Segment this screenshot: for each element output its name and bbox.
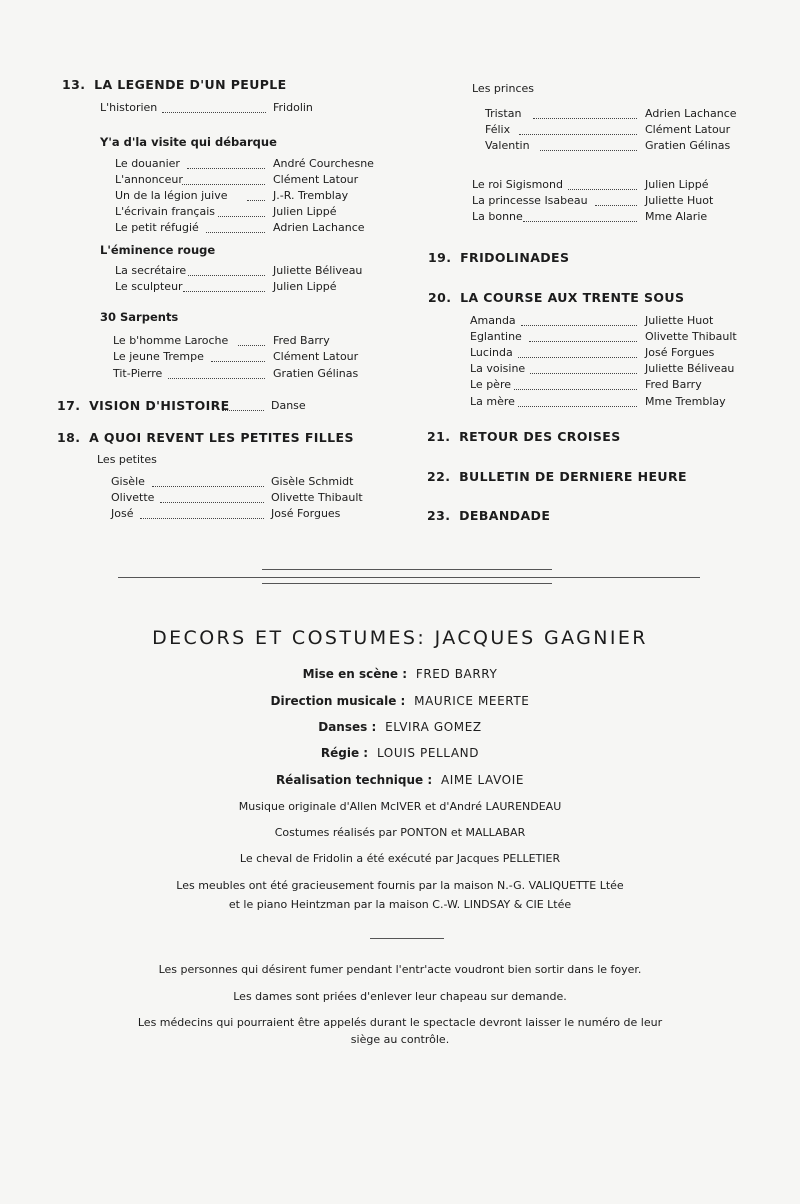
cast-actor: Clément Latour [273,350,359,363]
credit-mise-en-scene [0,667,800,681]
cast-role: Le petit réfugié [115,221,199,234]
cast-actor: Clément Latour [273,173,359,186]
cast-actor: Fred Barry [645,378,702,391]
separator-rule [118,577,700,578]
credit-label: Danses : [318,720,377,734]
cast-role: Un de la légion juive [115,189,228,202]
group-label: Les princes [472,82,535,95]
item-number: 20. [428,290,452,305]
cast-actor: Juliette Huot [645,194,714,207]
sketch-subtitle: 30 Sarpents [100,310,179,324]
item-19 [428,250,569,265]
credit-value: LOUIS PELLAND [376,746,480,760]
cast-actor: Gratien Gélinas [273,367,359,380]
cast-role: Le douanier [115,157,180,170]
credit-piano: et le piano Heintzman par la maison C.-W. LINDSAY & CIE Ltée [228,898,572,911]
credit-direction-musicale [0,694,800,708]
dot-leader [238,345,265,346]
credit-cheval: Le cheval de Fridolin a été exécuté par Jacques PELLETIER [239,852,561,865]
sketch-subtitle: Y'a d'la visite qui débarque [100,135,277,149]
dot-leader [533,118,637,119]
cast-actor: Fridolin [273,101,313,114]
dot-leader [568,189,637,190]
cast-actor: Mme Alarie [645,210,708,223]
dot-leader [211,361,265,362]
credit-realisation [0,773,800,787]
item-number: 13. [62,77,86,92]
item-title: DEBANDADE [459,508,551,523]
credit-musique: Musique originale d'Allen McIVER et d'André LAURENDEAU [238,800,562,813]
item-13 [62,77,287,92]
item-22 [427,469,687,484]
cast-actor: Olivette Thibault [645,330,737,343]
credit-label: Direction musicale : [270,694,406,708]
dot-leader [160,502,264,503]
dot-leader [530,373,637,374]
separator-rule [262,569,552,570]
cast-actor: Adrien Lachance [645,107,737,120]
short-divider [370,938,444,939]
notice-medecins: Les médecins qui pourraient être appelés durant le spectacle devront laisser le numéro de leur [137,1016,663,1029]
dot-leader [140,518,264,519]
cast-role: Le b'homme Laroche [113,334,229,347]
cast-actor: J.-R. Tremblay [273,189,349,202]
dot-leader [540,150,637,151]
cast-role: Le roi Sigismond [472,178,563,191]
cast-role: Lucinda [470,346,513,359]
item-title: A QUOI REVENT LES PETITES FILLES [89,430,354,445]
cast-role: Félix [485,123,511,136]
cast-actor: Gisèle Schmidt [271,475,354,488]
dot-leader [518,406,637,407]
notice-fumer: Les personnes qui désirent fumer pendant l'entr'acte voudront bien sortir dans le foyer. [158,963,642,976]
credit-value: MAURICE MEERTE [414,694,530,708]
credit-label: Régie : [320,746,369,760]
cast-role: La secrétaire [115,264,187,277]
credit-label: Mise en scène : [302,667,408,681]
dot-leader [218,216,265,217]
cast-role: L'écrivain français [115,205,216,218]
item-title: FRIDOLINADES [460,250,570,265]
cast-actor: Olivette Thibault [271,491,363,504]
credit-regie [0,746,800,760]
cast-role: Amanda [470,314,516,327]
credit-value: ELVIRA GOMEZ [385,720,482,734]
cast-role: La voisine [470,362,526,375]
dot-leader [247,200,265,201]
cast-role: La mère [470,395,515,408]
dot-leader [519,134,637,135]
cast-actor: Fred Barry [273,334,330,347]
cast-role: L'annonceur [115,173,183,186]
cast-actor: Clément Latour [645,123,731,136]
item-20 [428,290,684,305]
dot-leader [518,357,637,358]
cast-actor: José Forgues [271,507,341,520]
notice-medecins-cont: siège au contrôle. [350,1033,450,1046]
cast-actor: Juliette Huot [645,314,714,327]
item-number: 19. [428,250,452,265]
item-number: 23. [427,508,451,523]
cast-role: Tristan [485,107,522,120]
item-17 [57,398,230,413]
cast-role: La princesse Isabeau [472,194,588,207]
cast-role: Eglantine [470,330,522,343]
dot-leader [514,389,637,390]
dot-leader [222,410,264,411]
dot-leader [521,325,637,326]
item-18 [57,430,354,445]
cast-actor: Mme Tremblay [645,395,726,408]
item-number: 18. [57,430,81,445]
dot-leader [168,378,265,379]
cast-actor: Juliette Béliveau [273,264,363,277]
credit-costumes: Costumes réalisés par PONTON et MALLABAR [274,826,526,839]
dot-leader [187,168,265,169]
dot-leader [162,112,266,113]
cast-actor: Julien Lippé [645,178,709,191]
sketch-subtitle: L'éminence rouge [100,243,216,257]
dot-leader [188,275,265,276]
cast-role: Gisèle [111,475,145,488]
cast-role: Le jeune Trempe [113,350,204,363]
credit-value: FRED BARRY [415,667,498,681]
item-number: 21. [427,429,451,444]
dot-leader [182,184,265,185]
item-number: 17. [57,398,81,413]
item-number: 22. [427,469,451,484]
item-title: LA LEGENDE D'UN PEUPLE [94,77,287,92]
item-title: BULLETIN DE DERNIERE HEURE [459,469,687,484]
notice-dames: Les dames sont priées d'enlever leur chapeau sur demande. [233,990,567,1003]
cast-role: L'historien [100,101,158,114]
dot-leader [595,205,637,206]
item-title: RETOUR DES CROISES [459,429,621,444]
cast-actor: Julien Lippé [273,205,337,218]
cast-role: Olivette [111,491,155,504]
credit-label: Réalisation technique : [275,773,433,787]
cast-actor: Juliette Béliveau [645,362,735,375]
cast-role: Le père [470,378,511,391]
dot-leader [529,341,637,342]
group-label: Les petites [97,453,157,466]
dot-leader [206,232,265,233]
cast-role: Tit-Pierre [113,367,163,380]
cast-role: Valentin [485,139,530,152]
cast-actor: Gratien Gélinas [645,139,731,152]
cast-role: José [111,507,134,520]
dot-leader [183,291,265,292]
dot-leader [152,486,264,487]
item-title: LA COURSE AUX TRENTE SOUS [460,290,685,305]
separator-rule [262,583,552,584]
credit-danses [0,720,800,734]
cast-actor: Danse [271,399,306,412]
cast-actor: André Courchesne [273,157,374,170]
decors-heading: DECORS ET COSTUMES: JACQUES GAGNIER [152,627,648,649]
cast-role: La bonne [472,210,523,223]
item-21 [427,429,621,444]
cast-actor: Julien Lippé [273,280,337,293]
dot-leader [523,221,637,222]
credit-value: AIME LAVOIE [440,773,525,787]
item-title: VISION D'HISTOIRE [89,398,230,413]
credit-meubles: Les meubles ont été gracieusement fournis par la maison N.-G. VALIQUETTE Ltée [176,879,624,892]
item-23 [427,508,550,523]
cast-actor: José Forgues [645,346,715,359]
cast-actor: Adrien Lachance [273,221,365,234]
cast-role: Le sculpteur [115,280,183,293]
